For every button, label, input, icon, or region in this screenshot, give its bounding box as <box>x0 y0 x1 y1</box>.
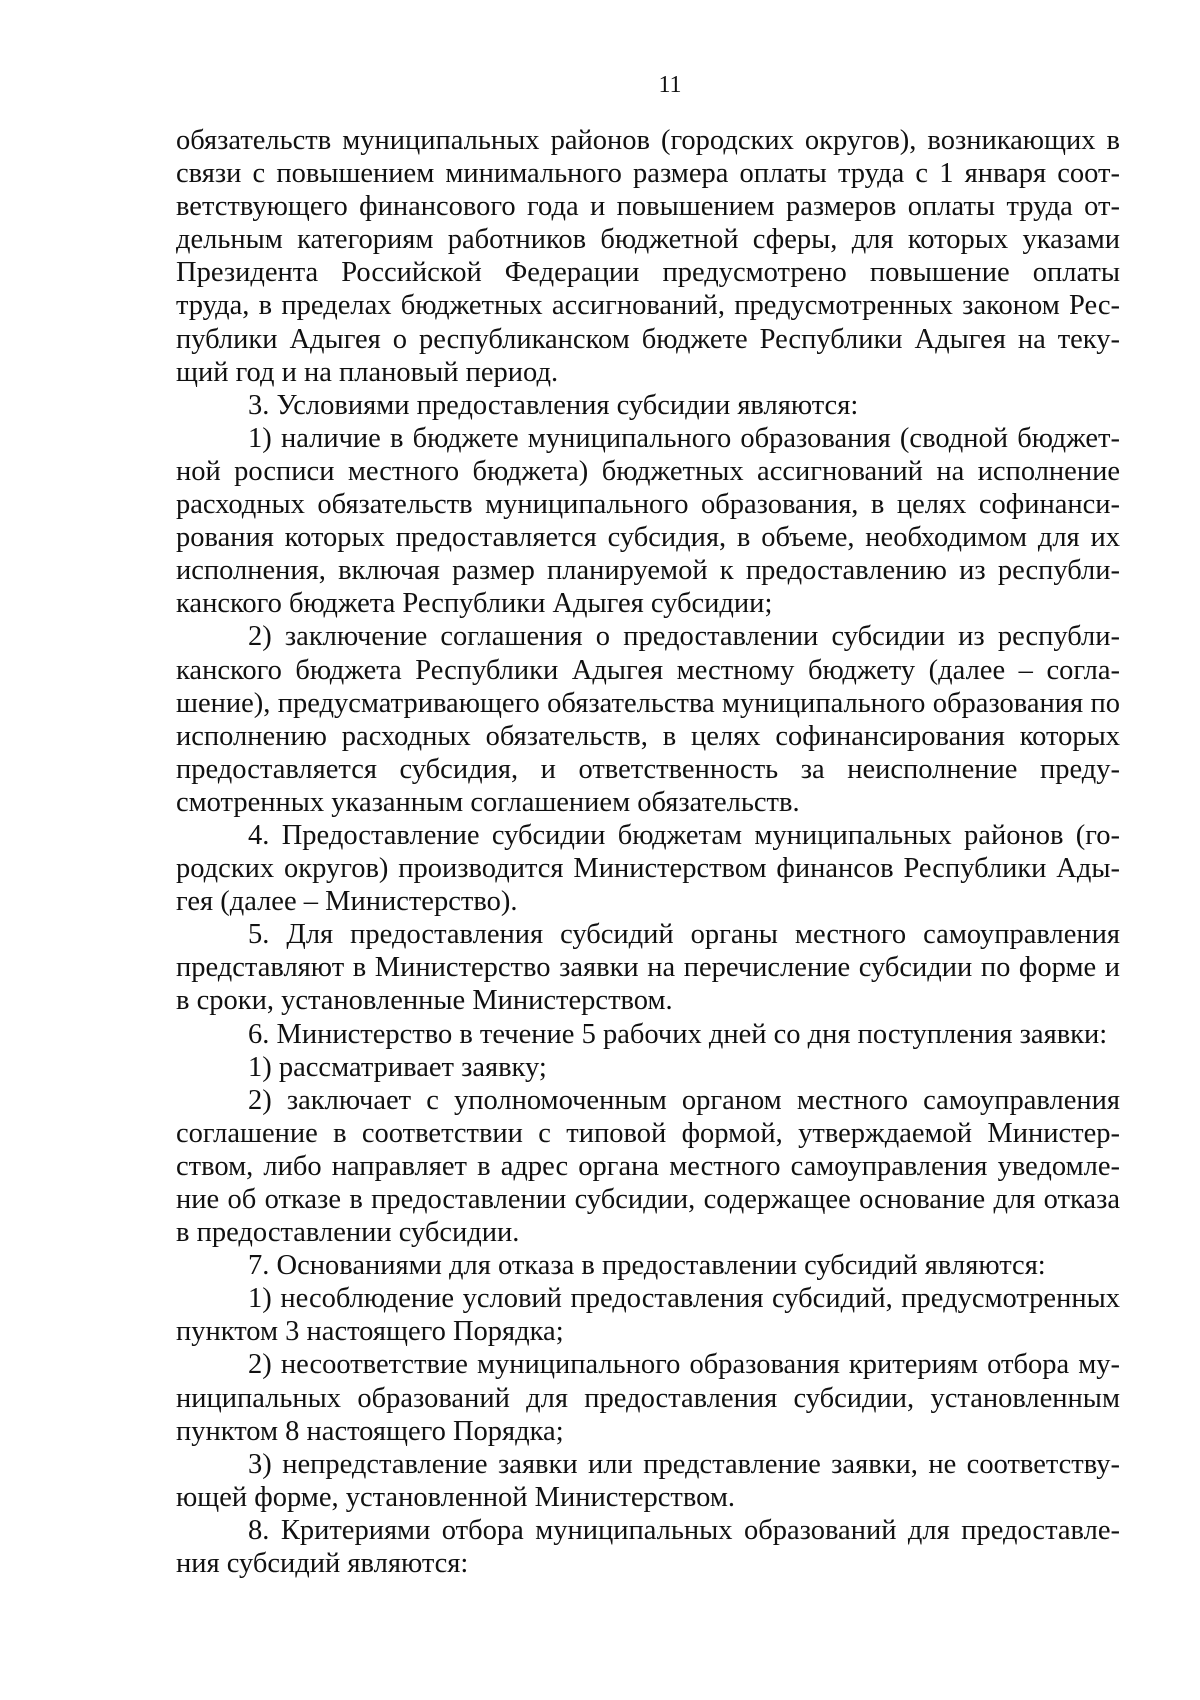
paragraph-item-6-1: 1) рассматривает заявку; <box>248 1051 547 1083</box>
paragraph-item-7: 7. Основаниями для отказа в предоставлении субсидий являются: <box>248 1250 1046 1282</box>
paragraph-item-5: 5. Для предоставления субсидий органы местного самоуправления представляют в Министерство заявки на перечисление субсидии по форме и в сроки, установленные Министерством. <box>176 919 1120 1017</box>
paragraph-item-6: 6. Министерство в течение 5 рабочих дней со дня поступления заявки: <box>248 1018 1108 1050</box>
paragraph-item-6-2: 2) заключает с уполномоченным органом местного самоуправления соглашение в соответствии с типовой формой, утверждаемой Министерством, либо направляет в адрес органа местного самоуправления уведомление об отказе в предоставлении субсидии, содержащее основание для отказа в предоставлении субсидии. <box>176 1084 1120 1249</box>
document-body <box>176 124 1120 1580</box>
paragraph-item-7-3: 3) непредставление заявки или представление заявки, не соответствующей форме, установленной Министерством. <box>176 1448 1120 1513</box>
paragraph-item-7-2: 2) несоответствие муниципального образования критериям отбора муниципальных образований для предоставления субсидии, установленным пунктом 8 настоящего Порядка; <box>176 1349 1120 1447</box>
paragraph-item-7-1: 1) несоблюдение условий предоставления субсидий, предусмотренных пунктом 3 настоящего Порядка; <box>176 1283 1120 1348</box>
paragraph-item-3-2: 2) заключение соглашения о предоставлении субсидии из республиканского бюджета Республики Адыгея местному бюджету (далее – соглашение), предусматривающего обязательства муниципального образования по исполнению расходных обязательств, в целях софинансирования которых предоставляется субсидия, и ответственность за неисполнение предусмотренных указанным соглашением обязательств. <box>176 621 1120 818</box>
paragraph-item-3-1: 1) наличие в бюджете муниципального образования (сводной бюджетной росписи местного бюджета) бюджетных ассигнований на исполнение расходных обязательств муниципального образования, в целях софинансирования которых предоставляется субсидия, в объеме, необходимом для их исполнения, включая размер планируемой к предоставлению из республиканского бюджета Республики Адыгея субсидии; <box>176 422 1120 620</box>
paragraph-continuation: обязательств муниципальных районов (городских округов), возникающих в связи с повышением минимального размера оплаты труда с 1 января соответствующего финансового года и повышением размеров оплаты труда отдельным категориям работников бюджетной сферы, для которых указами Президента Российской Федерации предусмотрено повышение оплаты труда, в пределах бюджетных ассигнований, предусмотренных законом Республики Адыгея о республиканском бюджете Республики Адыгея на текущий год и на плановый период. <box>176 125 1120 388</box>
paragraph-item-4: 4. Предоставление субсидии бюджетам муниципальных районов (городских округов) производится Министерством финансов Республики Адыгея (далее – Министерство). <box>176 819 1120 918</box>
paragraph-item-3: 3. Условиями предоставления субсидии являются: <box>248 389 859 421</box>
page-number: 11 <box>658 72 682 98</box>
paragraph-item-8: 8. Критериями отбора муниципальных образований для предоставления субсидий являются: <box>176 1514 1120 1580</box>
